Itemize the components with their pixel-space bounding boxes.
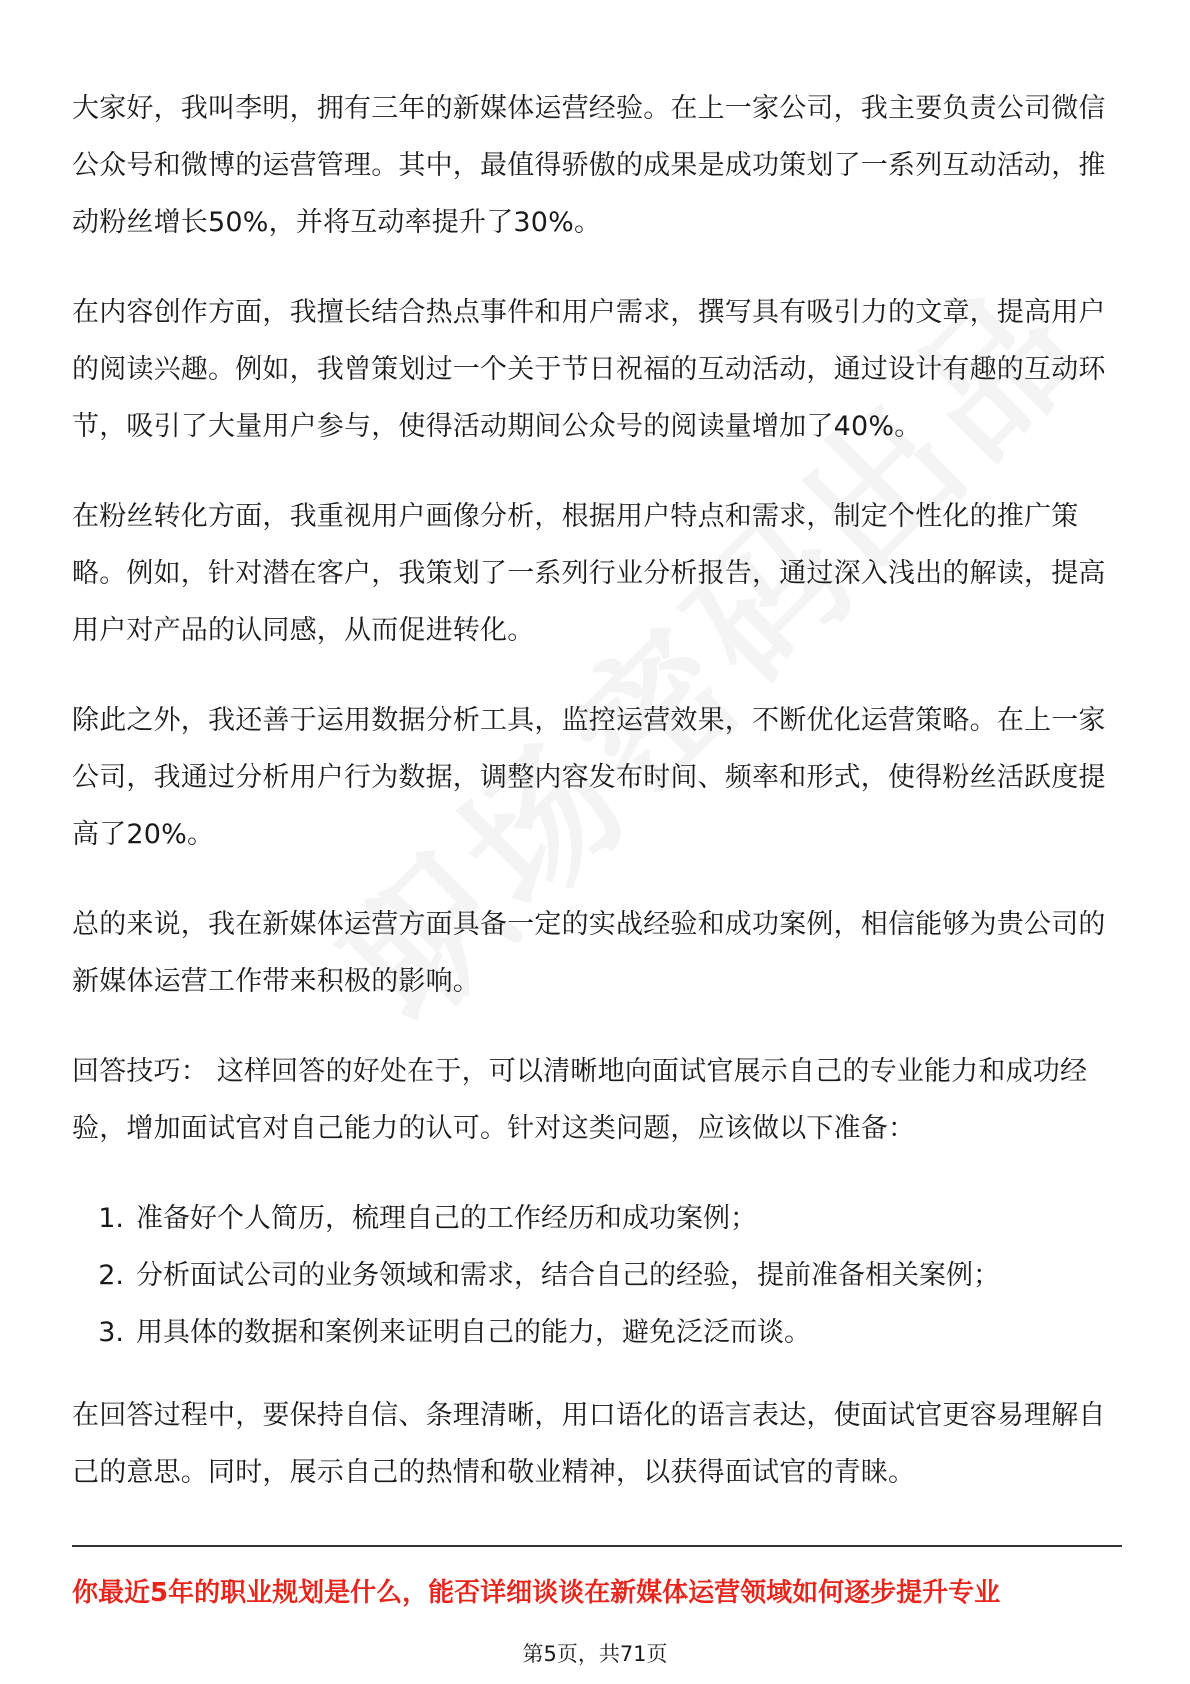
paragraph-data-analysis: 除此之外，我还善于运用数据分析工具，监控运营效果，不断优化运营策略。在上一家公司，我通过分析用户行为数据，调整内容发布时间、频率和形式，使得粉丝活跃度提高了20%。 xyxy=(72,705,1106,850)
page-footer: 第5页，共71页 xyxy=(522,1642,668,1666)
list-item xyxy=(72,1247,1122,1304)
paragraph-answer-tips: 回答技巧： 这样回答的好处在于，可以清晰地向面试官展示自己的专业能力和成功经验，增加面试官对自己能力的认可。针对这类问题，应该做以下准备： xyxy=(72,1056,1088,1144)
document-body xyxy=(72,80,1122,1534)
section-divider xyxy=(72,1545,1122,1547)
paragraph-content-creation: 在内容创作方面，我擅长结合热点事件和用户需求，撰写具有吸引力的文章，提高用户的阅读兴趣。例如，我曾策划过一个关于节日祝福的互动活动，通过设计有趣的互动环节，吸引了大量用户参与，使得活动期间公众号的阅读量增加了40%。 xyxy=(72,297,1106,442)
list-number: 2. xyxy=(98,1260,124,1291)
paragraph-intro: 大家好，我叫李明，拥有三年的新媒体运营经验。在上一家公司，我主要负责公司微信公众号和微博的运营管理。其中，最值得骄傲的成果是成功策划了一系列互动活动，推动粉丝增长50%，并将互动率提升了30%。 xyxy=(72,93,1106,238)
list-item xyxy=(72,1190,1122,1247)
next-question-heading: 你最近5年的职业规划是什么，能否详细谈谈在新媒体运营领域如何逐步提升专业 xyxy=(72,1578,1001,1608)
paragraph-summary: 总的来说，我在新媒体运营方面具备一定的实战经验和成功案例，相信能够为贵公司的新媒体运营工作带来积极的影响。 xyxy=(72,909,1106,997)
list-text: 准备好个人简历，梳理自己的工作经历和成功案例； xyxy=(136,1203,757,1234)
list-item xyxy=(72,1304,1122,1361)
list-number: 1. xyxy=(98,1203,124,1234)
list-number: 3. xyxy=(98,1317,124,1348)
paragraph-fan-conversion: 在粉丝转化方面，我重视用户画像分析，根据用户特点和需求，制定个性化的推广策略。例如，针对潜在客户，我策划了一系列行业分析报告，通过深入浅出的解读，提高用户对产品的认同感，从而促进转化。 xyxy=(72,501,1106,646)
preparation-list xyxy=(72,1190,1122,1361)
list-text: 分析面试公司的业务领域和需求，结合自己的经验，提前准备相关案例； xyxy=(136,1260,1000,1291)
list-text: 用具体的数据和案例来证明自己的能力，避免泛泛而谈。 xyxy=(136,1317,811,1348)
paragraph-closing: 在回答过程中，要保持自信、条理清晰，用口语化的语言表达，使面试官更容易理解自己的意思。同时，展示自己的热情和敬业精神，以获得面试官的青睐。 xyxy=(72,1400,1106,1488)
